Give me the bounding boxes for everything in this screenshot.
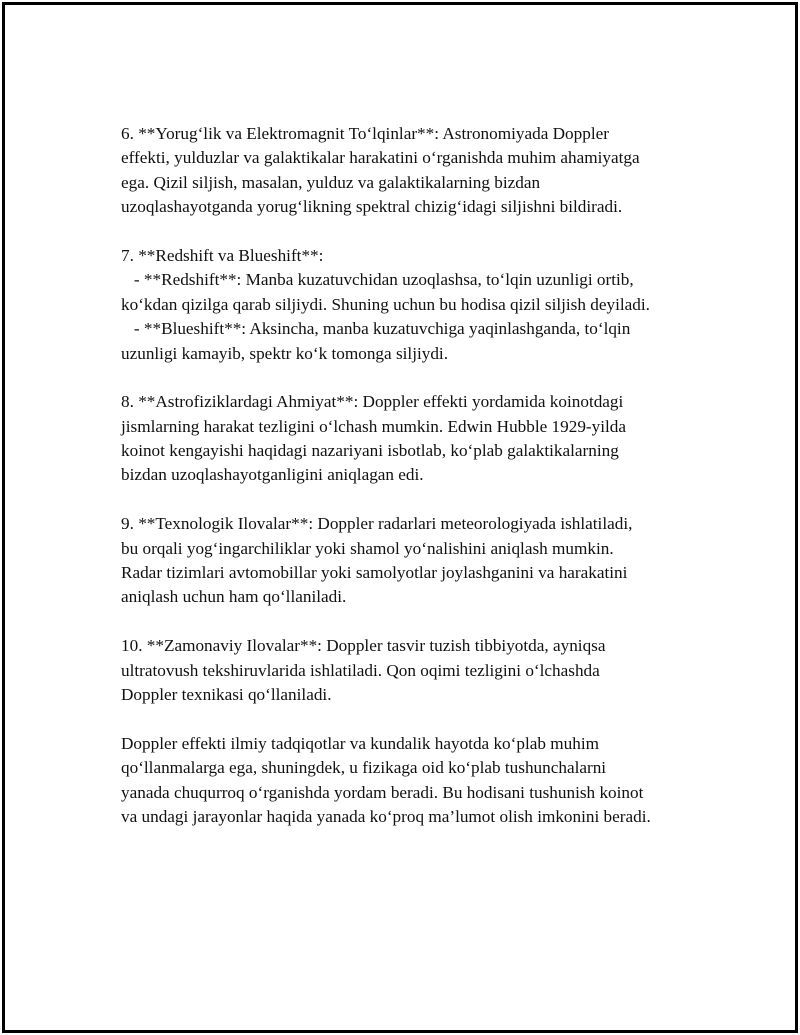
text-line: bu orqali yog‘ingarchiliklar yoki shamol yo‘nalishini aniqlash mumkin. <box>121 538 614 558</box>
text-line: 6. **Yorug‘lik va Elektromagnit To‘lqinlar**: Astronomiyada Doppler <box>121 124 609 143</box>
text-line: - **Blueshift**: Aksincha, manba kuzatuvchiga yaqinlashganda, to‘lqin <box>121 319 631 339</box>
text-line: qo‘llanmalarga ega, shuningdek, u fizikaga oid ko‘plab tushunchalarni <box>121 758 607 778</box>
text-line: ega. Qizil siljish, masalan, yulduz va galaktikalarning bizdan <box>121 172 541 192</box>
text-line: koinot kengayishi haqidagi nazariyani isbotlab, ko‘plab galaktikalarning <box>121 441 619 461</box>
document-body <box>121 122 721 829</box>
text-line: 10. **Zamonaviy Ilovalar**: Doppler tasvir tuzish tibbiyotda, ayniqsa <box>121 636 606 656</box>
text-line: va undagi jarayonlar haqida yanada ko‘proq ma’lumot olish imkonini beradi. <box>121 806 651 826</box>
text-line: 7. **Redshift va Blueshift**: <box>121 245 324 265</box>
text-line: 9. **Texnologik Ilovalar**: Doppler radarlari meteorologiyada ishlatiladi, <box>121 514 633 534</box>
page-frame <box>2 2 798 1033</box>
paragraph-astrophysics-importance <box>121 390 721 488</box>
text-line: ultratovush tekshiruvlarida ishlatiladi. Qon oqimi tezligini o‘lchashda <box>121 660 600 680</box>
text-line: 8. **Astrofiziklardagi Ahmiyat**: Doppler effekti yordamida koinotdagi <box>121 392 624 412</box>
paragraph-conclusion <box>121 732 721 830</box>
text-line: yanada chuqurroq o‘rganishda yordam beradi. Bu hodisani tushunish koinot <box>121 782 644 802</box>
text-line: jismlarning harakat tezligini o‘lchash mumkin. Edwin Hubble 1929-yilda <box>121 416 627 436</box>
text-line: Doppler effekti ilmiy tadqiqotlar va kundalik hayotda ko‘plab muhim <box>121 733 599 753</box>
text-line: uzoqlashayotganda yorug‘likning spektral chizig‘idagi siljishni bildiradi. <box>121 197 623 217</box>
text-line: uzunligi kamayib, spektr ko‘k tomonga siljiydi. <box>121 343 448 363</box>
paragraph-modern-applications <box>121 634 721 707</box>
text-line: Doppler texnikasi qo‘llaniladi. <box>121 684 332 704</box>
text-line: aniqlash uchun ham qo‘llaniladi. <box>121 587 347 607</box>
paragraph-light-and-electromagnetic-waves <box>121 122 721 220</box>
text-line: bizdan uzoqlashayotganligini aniqlagan edi. <box>121 465 424 485</box>
text-line: - **Redshift**: Manba kuzatuvchidan uzoqlashsa, to‘lqin uzunligi ortib, <box>121 270 634 290</box>
text-line: ko‘kdan qizilga qarab siljiydi. Shuning uchun bu hodisa qizil siljish deyiladi. <box>121 294 650 314</box>
text-line: Radar tizimlari avtomobillar yoki samolyotlar joylashganini va harakatini <box>121 563 628 583</box>
paragraph-technological-applications <box>121 512 721 610</box>
text-line: effekti, yulduzlar va galaktikalar harakatini o‘rganishda muhim ahamiyatga <box>121 148 640 168</box>
paragraph-redshift-blueshift <box>121 244 721 366</box>
